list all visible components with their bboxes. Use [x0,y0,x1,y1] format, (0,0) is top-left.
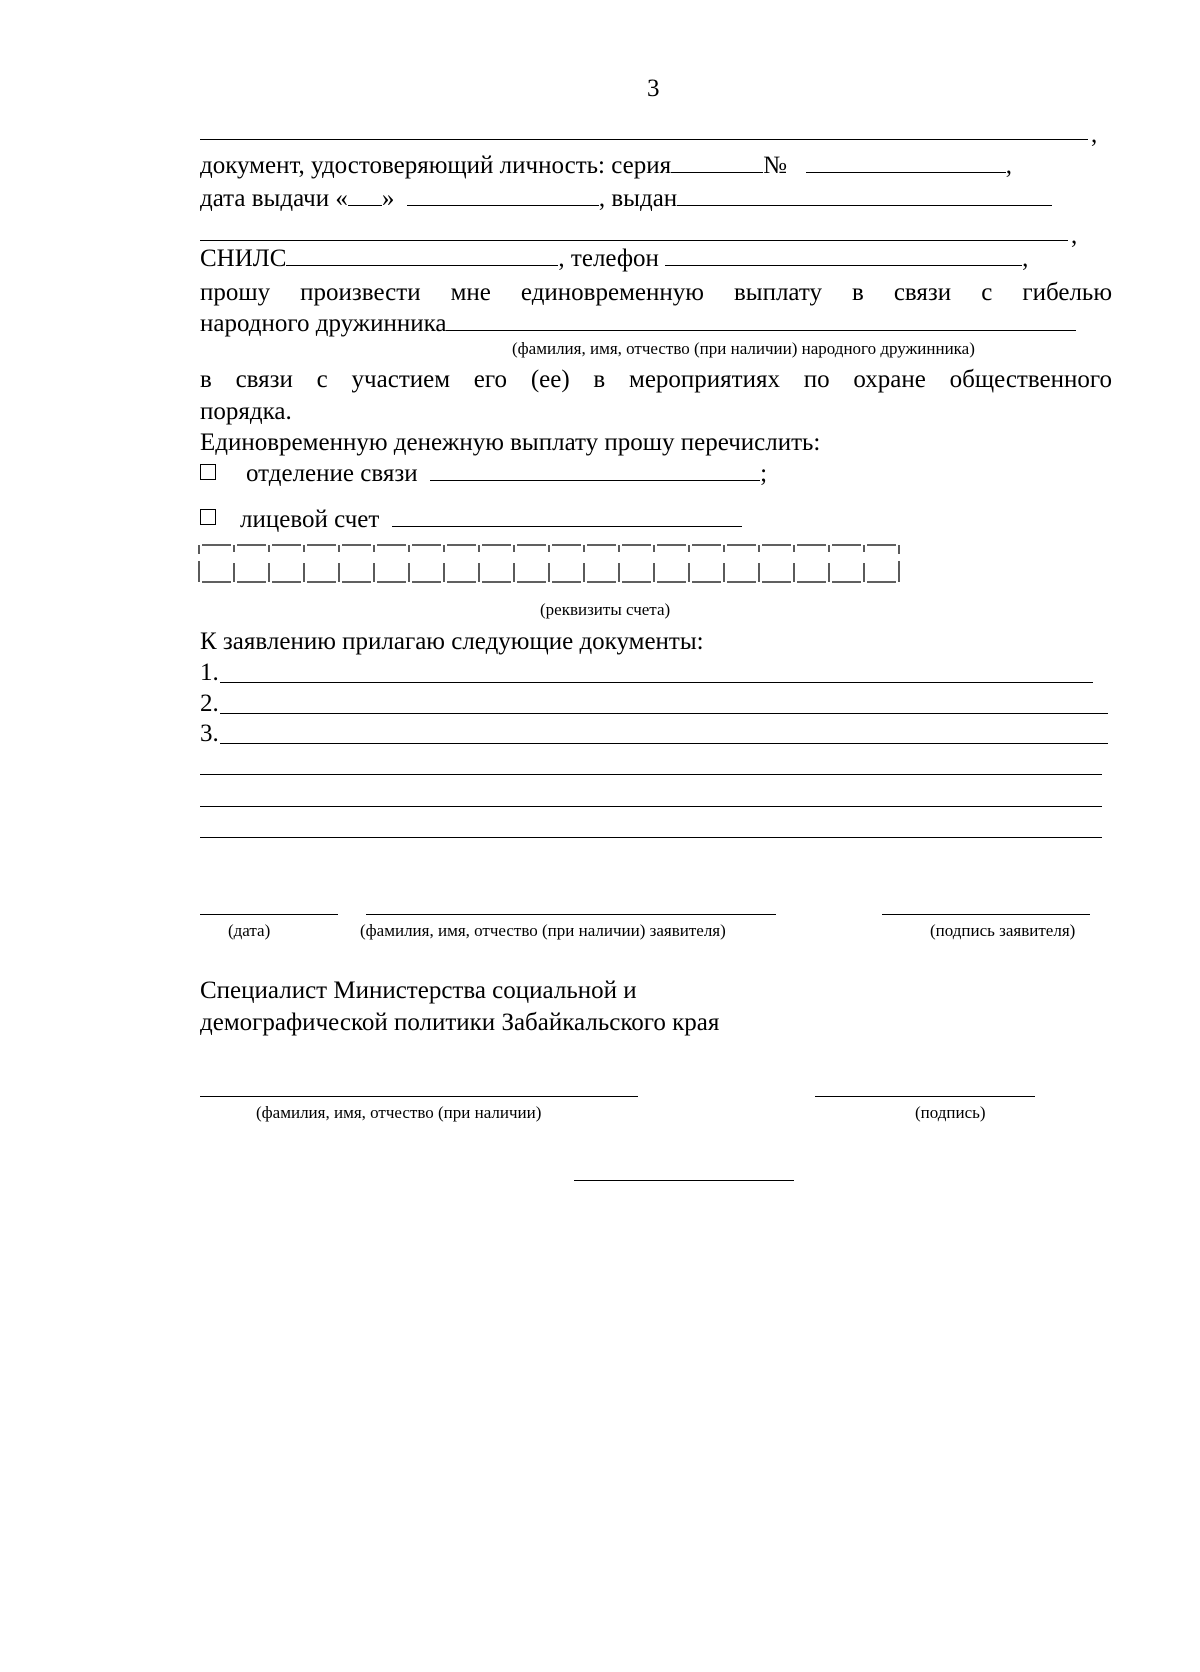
specialist-name-caption: (фамилия, имя, отчество (при наличии) [256,1103,542,1122]
account-digit-cells[interactable] [195,540,925,588]
phone-field[interactable] [665,264,1022,266]
fill-line[interactable] [200,139,1088,140]
applicant-name-caption: (фамилия, имя, отчество (при наличии) заявителя) [360,921,726,940]
request-line-1: прошу произвести мне единовременную выплату в связи с гибелью [200,279,1112,306]
phone-label: , телефон [558,245,659,272]
attachment-item: 1. [200,659,219,686]
punctuation: , [1091,121,1098,148]
applicant-sign-field[interactable] [882,914,1090,915]
account-label: лицевой счет [240,506,380,533]
snils-field[interactable] [286,264,558,266]
account-checkbox[interactable] [200,509,216,525]
attachment-item: 2. [200,690,219,717]
end-separator [574,1180,794,1181]
issue-day-field[interactable] [348,204,382,206]
series-field[interactable] [671,171,763,173]
specialist-name-field[interactable] [200,1096,638,1097]
punctuation: , [1071,222,1078,249]
document-line [200,153,1012,178]
snils-line [200,246,1028,271]
post-office-checkbox[interactable] [200,464,216,480]
issued-by-field[interactable] [677,204,1052,206]
post-office-field[interactable] [430,479,760,481]
payment-heading: Единовременную денежную выплату прошу перечислить: [200,429,821,456]
attachment-field[interactable] [200,774,1102,775]
guard-name-caption: (фамилия, имя, отчество (при наличии) народного дружинника) [512,339,975,358]
issue-month-year-field[interactable] [407,204,599,206]
punctuation: ; [760,460,768,487]
specialist-sign-caption: (подпись) [915,1103,986,1122]
post-office-line [246,461,767,486]
issue-date-label: дата выдачи « [200,185,348,212]
issue-date-line [200,186,1052,211]
attachment-item: 3. [200,720,219,747]
attachment-field[interactable] [200,837,1102,838]
request-line-4: порядка. [200,398,292,425]
specialist-line-1: Специалист Министерства социальной и [200,977,637,1004]
request-line-3: в связи с участием его (ее) в мероприятиях по охране общественного [200,366,1112,393]
attachment-field[interactable] [220,682,1093,683]
snils-label: СНИЛС [200,245,287,272]
applicant-name-field[interactable] [366,914,776,915]
punctuation: , [1005,152,1012,179]
date-caption: (дата) [228,921,271,940]
punctuation: , [1022,245,1029,272]
request-label: народного дружинника [200,310,447,337]
attachment-field[interactable] [220,743,1108,744]
specialist-line-2: демографической политики Забайкальского края [200,1009,720,1036]
issued-by-label: , выдан [598,185,678,212]
request-line-2 [200,311,1076,336]
applicant-sign-caption: (подпись заявителя) [930,921,1076,940]
attachments-heading: К заявлению прилагаю следующие документы: [200,628,704,655]
number-sign: № [763,152,787,179]
fill-line[interactable] [200,240,1068,241]
account-caption: (реквизиты счета) [540,600,671,619]
date-field[interactable] [200,914,338,915]
account-line [240,507,742,532]
attachment-field[interactable] [220,713,1108,714]
attachment-field[interactable] [200,806,1102,807]
quote-close: » [381,185,395,212]
page-number: 3 [647,75,660,102]
document-label: документ, удостоверяющий личность: серия [200,152,672,179]
number-field[interactable] [806,171,1006,173]
account-field[interactable] [392,525,742,527]
post-office-label: отделение связи [246,460,418,487]
guard-name-field[interactable] [446,329,1076,331]
specialist-sign-field[interactable] [815,1096,1035,1097]
